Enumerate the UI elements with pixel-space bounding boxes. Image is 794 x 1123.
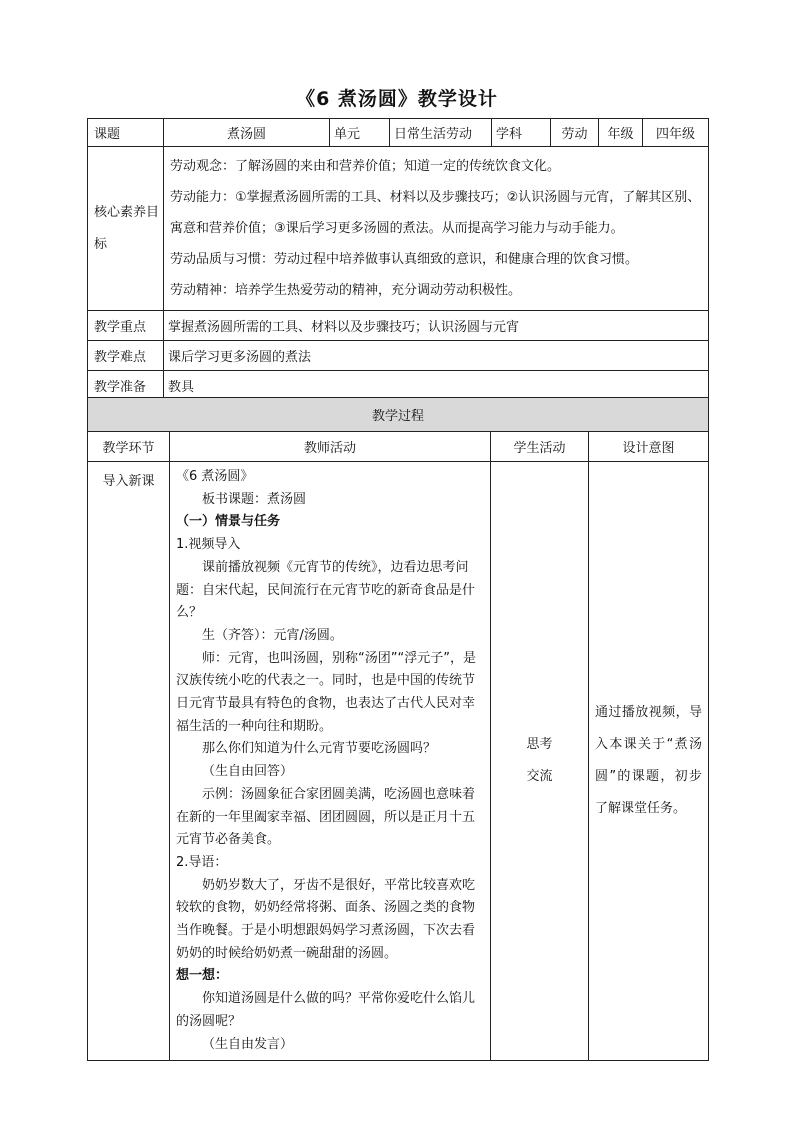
col-stage-header: 教学环节 [88, 432, 170, 462]
teacher-line: （生自由发言） [202, 1036, 294, 1052]
teacher-line: 2.导语： [176, 854, 228, 870]
teacher-line: 你知道汤圆是什么做的吗？平常你爱吃什么馅儿的汤圆呢？ [176, 991, 476, 1029]
core-goals [164, 147, 709, 311]
teacher-line: 示例：汤圆象征合家团圆美满，吃汤圆也意味着在新的一年里阖家幸福、团团圆圆，所以是正月十五元宵节必备美食。 [176, 786, 476, 848]
page-title: 《6 煮汤圆》教学设计 [296, 88, 498, 110]
student-line: 思考 [526, 737, 553, 753]
teacher-line: 1.视频导入 [176, 537, 241, 553]
col-student-header: 学生活动 [491, 432, 589, 462]
teacher-line: （生自由回答） [202, 764, 294, 780]
difficulty-value: 课后学习更多汤圆的煮法 [164, 341, 709, 371]
discipline-value: 劳动 [551, 119, 599, 147]
teacher-line: 奶奶岁数大了，牙齿不是很好，平常比较喜欢吃较软的食物，奶奶经常将粥、面条、汤圆之类的食物当作晚餐。于是小明想跟妈妈学习煮汤圆，下次去看奶奶的时候给奶奶煮一碗甜甜的汤圆。 [176, 877, 476, 961]
col-intent-header: 设计意图 [589, 432, 709, 462]
key-label: 教学重点 [88, 311, 164, 341]
teacher-line: 生（齐答）：元宵/汤圆。 [202, 627, 343, 643]
col-teacher-header: 教师活动 [170, 432, 491, 462]
student-activity [491, 462, 589, 1061]
stage-cell: 导入新课 [88, 462, 170, 1061]
grade-label: 年级 [599, 119, 643, 147]
goal-ability: 劳动能力：①掌握煮汤圆所需的工具、材料以及步骤技巧；②认识汤圆与元宵，了解其区别、寓意和营养价值；③课后学习更多汤圆的煮法。从而提高学习能力与动手能力。 [170, 190, 701, 236]
goal-concept: 劳动观念：了解汤圆的来由和营养价值；知道一定的传统饮食文化。 [170, 159, 561, 174]
discipline-label: 学科 [492, 119, 551, 147]
teacher-activity [170, 462, 491, 1061]
teacher-line: 想一想： [176, 968, 229, 984]
student-line: 交流 [526, 769, 553, 785]
goal-spirit: 劳动精神：培养学生热爱劳动的精神，充分调动劳动积极性。 [170, 283, 522, 298]
grade-value: 四年级 [643, 119, 709, 147]
unit-label: 单元 [330, 119, 390, 147]
teacher-line: （一）情景与任务 [176, 514, 281, 530]
prep-value: 教具 [164, 371, 709, 401]
process-header: 教学过程 [88, 398, 709, 432]
design-intent: 通过播放视频，导入本课关于“煮汤圆”的课题，初步了解课堂任务。 [589, 462, 709, 1061]
teacher-line: 师：元宵，也叫汤圆，别称“汤团”“浮元子”，是汉族传统小吃的代表之一。同时，也是中国的传统节日元宵节最具有特色的食物，也表达了古代人民对幸福生活的一种向往和期盼。 [176, 650, 476, 734]
subject-label: 课题 [88, 119, 164, 147]
teacher-line: 《6 煮汤圆》 [176, 469, 254, 484]
unit-value: 日常生活劳动 [390, 119, 492, 147]
lesson-info-table [87, 118, 709, 401]
teacher-line: 板书课题：煮汤圆 [202, 491, 307, 507]
subject-value: 煮汤圆 [164, 119, 330, 147]
goals-label: 核心素养目标 [88, 147, 164, 311]
key-value: 掌握煮汤圆所需的工具、材料以及步骤技巧；认识汤圆与元宵 [164, 311, 709, 341]
prep-label: 教学准备 [88, 371, 164, 401]
teaching-process-table [87, 397, 709, 1061]
teacher-line: 课前播放视频《元宵节的传统》，边看边思考问题：自宋代起，民间流行在元宵节吃的新奇食品是什么？ [176, 559, 476, 621]
goal-quality: 劳动品质与习惯：劳动过程中培养做事认真细致的意识，和健康合理的饮食习惯。 [170, 252, 639, 267]
difficulty-label: 教学难点 [88, 341, 164, 371]
teacher-line: 那么你们知道为什么元宵节要吃汤圆吗？ [202, 741, 437, 757]
